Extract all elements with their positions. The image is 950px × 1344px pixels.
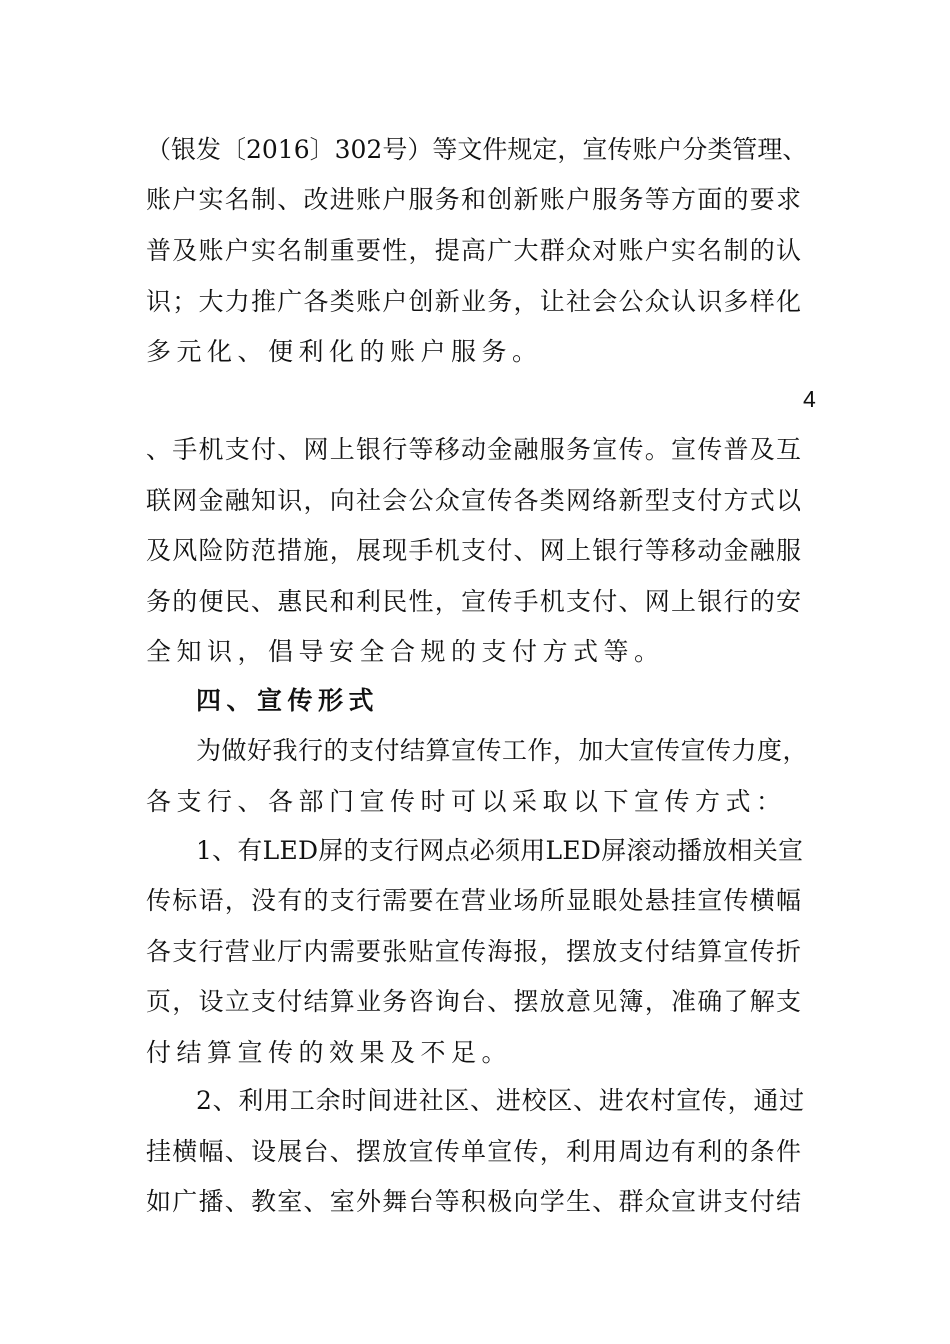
list-item-line: 传标语，没有的支行需要在营业场所显眼处悬挂宣传横幅 — [146, 886, 803, 915]
paragraph-line: 、手机支付、网上银行等移动金融服务宣传。宣传普及互 — [146, 435, 803, 464]
list-item-line: 付结算宣传的效果及不足。 — [146, 1038, 513, 1067]
paragraph-line: 多元化、便利化的账户服务。 — [146, 337, 543, 366]
paragraph-line: 为做好我行的支付结算宣传工作，加大宣传宣传力度， — [196, 736, 809, 765]
list-item-line: 1、有LED屏的支行网点必须用LED屏滚动播放相关宣 — [196, 836, 804, 865]
list-item-line: 各支行营业厅内需要张贴宣传海报，摆放支付结算宣传折 — [146, 937, 803, 966]
paragraph-line: 及风险防范措施，展现手机支付、网上银行等移动金融服 — [146, 536, 803, 565]
list-item-line: 2、利用工余时间进社区、进校区、进农村宣传，通过 — [196, 1086, 805, 1115]
paragraph-line: 全知识，倡导安全合规的支付方式等。 — [146, 637, 665, 666]
paragraph-line: 识；大力推广各类账户创新业务，让社会公众认识多样化 — [146, 287, 803, 316]
list-item-line: 挂横幅、设展台、摆放宣传单宣传，利用周边有利的条件 — [146, 1137, 803, 1166]
paragraph-line: 联网金融知识，向社会公众宣传各类网络新型支付方式以 — [146, 486, 803, 515]
paragraph-line: 各支行、各部门宣传时可以采取以下宣传方式： — [146, 787, 787, 816]
page-number: 4 — [803, 386, 816, 412]
paragraph-line: 账户实名制、改进账户服务和创新账户服务等方面的要求 — [146, 185, 803, 214]
paragraph-line: 普及账户实名制重要性，提高广大群众对账户实名制的认 — [146, 236, 803, 265]
section-heading: 四、宣传形式 — [196, 686, 380, 715]
paragraph-line: （银发〔2016〕302号）等文件规定，宣传账户分类管理、 — [146, 135, 808, 164]
list-item-line: 如广播、教室、室外舞台等积极向学生、群众宣讲支付结 — [146, 1187, 803, 1216]
paragraph-line: 务的便民、惠民和利民性，宣传手机支付、网上银行的安 — [146, 587, 803, 616]
list-item-line: 页，设立支付结算业务咨询台、摆放意见簿，准确了解支 — [146, 987, 803, 1016]
